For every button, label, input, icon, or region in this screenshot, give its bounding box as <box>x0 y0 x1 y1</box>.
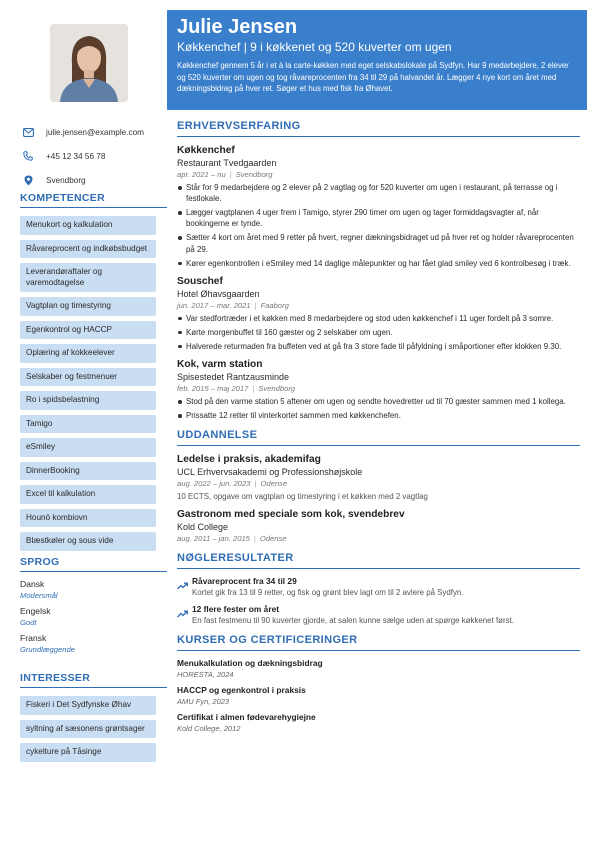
language-item <box>20 606 167 628</box>
language-item <box>20 579 167 601</box>
skill-chip: Excel til kalkulation <box>20 485 156 504</box>
education-dates: aug. 2011 – jan. 2015 <box>177 534 250 544</box>
skill-chip: Leverandøraftaler og varemodtagelse <box>20 263 156 292</box>
job-bullet: Var stedfortræder i et køkken med 8 medarbejdere og stod uden køkkenchef i 11 uger fordelt på 3 somre. <box>177 313 580 324</box>
job-bullet: Lægger vagtplanen 4 uger frem i Tamigo, styrer 290 timer om ugen og tager formiddagsvagter af, når bookingerne er tynde. <box>177 207 580 229</box>
contact-block <box>20 120 167 192</box>
education-school: Kold College <box>177 522 229 533</box>
job-bullet: Halverede returmaden fra buffeten ved at gå fra 3 store fade til påfyldning i småportioner efter klokken 9.30. <box>177 341 580 352</box>
headline: Køkkenchef | 9 i køkkenet og 520 kuverter om ugen <box>177 40 452 54</box>
location-pin-icon <box>20 174 36 186</box>
trend-up-icon <box>177 576 192 598</box>
skill-chip: Råvareprocent og indkøbsbudget <box>20 240 156 259</box>
education-meta <box>177 533 580 544</box>
job-bullet: Prissatte 12 retter til vinterkortet sammen med køkkenchefen. <box>177 410 580 421</box>
education-meta <box>177 478 580 489</box>
interest-chip: syltning af sæsonens grøntsager <box>20 720 156 739</box>
job-entry <box>177 275 580 352</box>
education-title: Ledelse i praksis, akademifag <box>177 454 321 466</box>
skill-chip: Egenkontrol og HACCP <box>20 321 156 340</box>
course-meta: AMU Fyn, 2023 <box>177 697 230 707</box>
job-place: Svendborg <box>235 170 273 179</box>
job-bullet: Kørte morgenbuffet til 160 gæster og 2 selskaber om ugen. <box>177 327 580 338</box>
job-meta <box>177 169 580 180</box>
result-title: Råvareprocent fra 34 til 29 <box>192 576 297 587</box>
job-bullets <box>177 182 580 269</box>
skill-chip: Menukort og kalkulation <box>20 216 156 235</box>
language-level: Godt <box>20 618 37 627</box>
meta-separator: | <box>254 479 257 489</box>
interests-list <box>20 696 156 767</box>
trend-up-icon <box>177 604 192 626</box>
language-name: Engelsk <box>20 606 51 616</box>
education-place: Odense <box>260 479 288 489</box>
result-description: Kortet gik fra 13 til 9 retter, og fisk og grønt blev lagt om til 2 avlere på Sydfyn. <box>192 588 464 598</box>
header-banner <box>167 10 587 110</box>
skills-list <box>20 216 156 556</box>
job-bullets <box>177 396 580 421</box>
skill-chip: Vagtplan og timestyring <box>20 297 156 316</box>
results-list <box>177 576 580 626</box>
course-meta: Kold College, 2012 <box>177 724 241 734</box>
skill-chip: Selskaber og festmenuer <box>20 368 156 387</box>
language-name: Dansk <box>20 579 45 589</box>
languages-heading: SPROG <box>20 556 167 572</box>
interests-heading: INTERESSER <box>20 672 167 688</box>
job-title: Souschef <box>177 275 223 287</box>
interest-chip: cykelture på Tåsinge <box>20 743 156 762</box>
job-employer: Hotel Øhavsgaarden <box>177 288 260 299</box>
courses-heading: KURSER OG CERTIFICERINGER <box>177 634 580 651</box>
experience-list <box>177 144 580 421</box>
job-dates: feb. 2015 – maj 2017 <box>177 384 249 394</box>
course-meta: HORESTA, 2024 <box>177 670 234 680</box>
email-text: julie.jensen@example.com <box>46 127 144 137</box>
job-title: Køkkenchef <box>177 145 235 156</box>
language-item <box>20 633 167 655</box>
result-description: En fast festmenu til 90 kuverter gjorde, at salen kunne sælge uden at spørge køkkenet først. <box>192 616 514 626</box>
contact-email[interactable] <box>20 120 167 144</box>
skill-chip: Hounö kombiovn <box>20 509 156 528</box>
result-item <box>177 576 580 598</box>
meta-separator: | <box>254 300 257 310</box>
language-level: Modersmål <box>20 591 58 600</box>
phone-icon <box>20 150 36 162</box>
job-employer: Spisestedet Rantzausminde <box>177 372 290 383</box>
contact-phone[interactable] <box>20 144 167 168</box>
skill-chip: Oplæring af kokkeelever <box>20 344 156 363</box>
location-text: Svendborg <box>46 175 86 185</box>
education-entry <box>177 453 580 502</box>
mail-icon <box>20 126 36 138</box>
meta-separator: | <box>229 170 232 179</box>
skill-chip: eSmiley <box>20 438 156 457</box>
sidebar <box>10 10 167 839</box>
result-body <box>192 604 514 626</box>
job-meta <box>177 300 580 311</box>
result-body <box>192 576 463 598</box>
job-title: Kok, varm station <box>177 359 263 371</box>
skill-chip: Blæstkøler og sous vide <box>20 532 156 551</box>
result-item <box>177 604 580 626</box>
languages-list <box>20 579 167 660</box>
result-title: 12 flere fester om året <box>192 604 280 615</box>
experience-heading: ERHVERVSERFARING <box>177 120 580 137</box>
profile-photo <box>50 24 128 102</box>
job-meta <box>177 383 580 394</box>
results-heading: NØGLERESULTATER <box>177 552 580 569</box>
course-item <box>177 658 580 680</box>
education-school: UCL Erhvervsakademi og Professionshøjskole <box>177 467 363 478</box>
education-title: Gastronom med speciale som kok, svendebrev <box>177 509 405 521</box>
skill-chip: Ro i spidsbelastning <box>20 391 156 410</box>
course-item <box>177 685 580 707</box>
skills-heading: KOMPETENCER <box>20 192 167 208</box>
job-dates: jun. 2017 – mar. 2021 <box>177 300 251 310</box>
job-place: Faaborg <box>260 300 289 310</box>
course-title: HACCP og egenkontrol i praksis <box>177 685 306 696</box>
education-dates: aug. 2022 – jun. 2023 <box>177 479 251 489</box>
job-dates: apr. 2021 – nu <box>177 170 226 179</box>
summary: Køkkenchef gennem 5 år i et à la carte-køkken med eget selskabslokale på Sydfyn. Har 9 medarbejdere, 2 elever og 520 kuverter om ugen og tog råvareprocenten fra 34 til 29 på halvandet år. Lægger 4 nye kort om året med dækningsbidrag på hver ret. Søger et hus med fisk fra Øhavet. <box>177 61 569 93</box>
job-entry <box>177 358 580 421</box>
skill-chip: DinnerBooking <box>20 462 156 481</box>
skill-chip: Tamigo <box>20 415 156 434</box>
education-place: Odense <box>259 534 287 544</box>
job-bullet: Sætter 4 kort om året med 9 retter på hvert, regner dækningsbidraget ud på hver ret og holder råvareprocenten på 29. <box>177 232 580 254</box>
meta-separator: | <box>252 384 255 394</box>
phone-text: +45 12 34 56 78 <box>46 151 106 161</box>
language-name: Fransk <box>20 633 47 643</box>
education-list <box>177 453 580 544</box>
job-bullets <box>177 313 580 352</box>
course-item <box>177 712 580 734</box>
job-employer: Restaurant Tvedgaarden <box>177 158 277 168</box>
courses-list <box>177 658 580 734</box>
contact-location <box>20 168 167 192</box>
job-entry <box>177 144 580 269</box>
person-name: Julie Jensen <box>177 16 298 38</box>
education-heading: UDDANNELSE <box>177 429 580 446</box>
main-content <box>177 120 580 739</box>
language-level: Grundlæggende <box>20 645 75 654</box>
job-bullet: Står for 9 medarbejdere og 2 elever på 2 vagtlag og for 520 kuverter om ugen i restaurant, på terrasse og i festlokale. <box>177 182 580 204</box>
education-entry <box>177 508 580 544</box>
course-title: Certifikat i almen fødevarehygiejne <box>177 712 316 723</box>
job-bullet: Stod på den varme station 5 aftener om ugen og sendte hovedretter ud til 70 gæster sammen med 1 kollega. <box>177 396 580 407</box>
job-bullet: Kører egenkontrollen i eSmiley med 14 daglige målepunkter og har fået glad smiley ved 6 kontrolbesøg i træk. <box>177 258 580 269</box>
education-note: 10 ECTS, opgave om vagtplan og timestyring i et køkken med 2 vagtlag <box>177 492 428 502</box>
interest-chip: Fiskeri i Det Sydfynske Øhav <box>20 696 156 715</box>
meta-separator: | <box>253 534 256 544</box>
course-title: Menukalkulation og dækningsbidrag <box>177 658 323 669</box>
job-place: Svendborg <box>258 384 296 394</box>
